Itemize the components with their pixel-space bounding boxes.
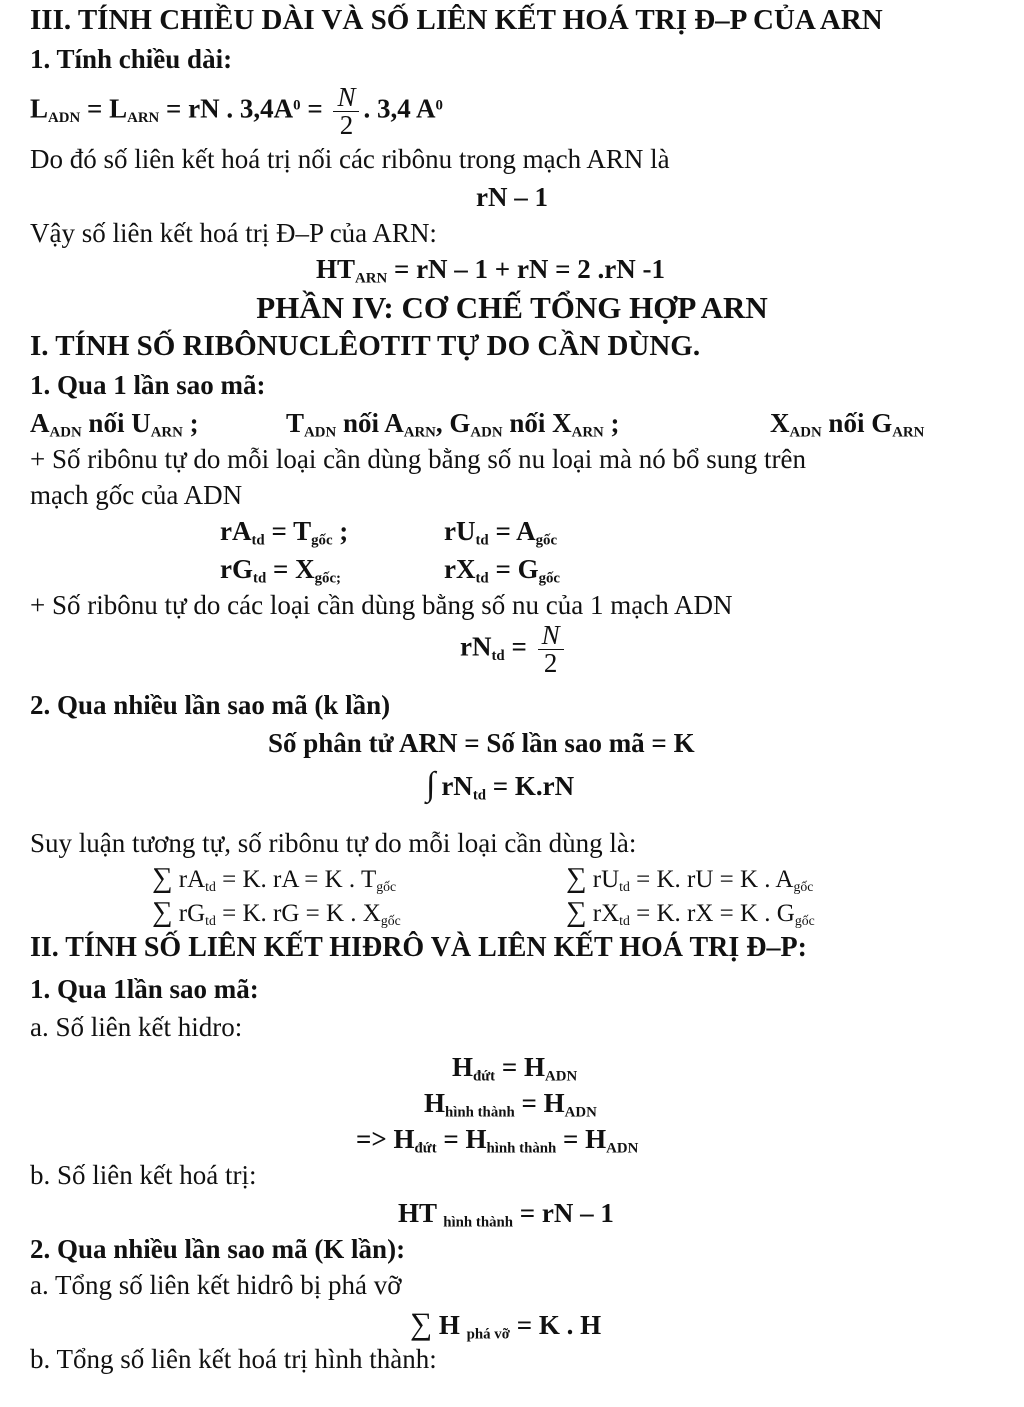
text-line: a. Số liên kết hidro: — [30, 1012, 243, 1042]
part-heading: PHẦN IV: CƠ CHẾ TỔNG HỢP ARN — [256, 290, 768, 325]
formula: $rN_{td}$ = $\frac{N}{2}$ — [460, 622, 568, 677]
section-heading: I. TÍNH SỐ RIBÔNUCLÊOTIT TỰ DO CẦN DÙNG. — [30, 330, 701, 362]
subheading: 2. Qua nhiều lần sao mã (K lần): — [30, 1234, 406, 1264]
pairing-rules: $T_{ADN}$ nối $A_{ARN}$, $G_{ADN}$ nối $X_{ARN}$ ; — [286, 408, 620, 441]
subheading: 1. Tính chiều dài: — [30, 44, 233, 74]
text-line: b. Số liên kết hoá trị: — [30, 1160, 257, 1190]
formula: HT $_{hình thành}$ = rN – 1 — [398, 1198, 614, 1231]
formula: ∑ $rX_{td} = K$. rX = K . $G_{gốc}$ — [566, 896, 815, 929]
text-line: mạch gốc của ADN — [30, 480, 243, 510]
text-line: a. Tổng số liên kết hidrô bị phá vỡ — [30, 1270, 402, 1300]
pairing-rules: $X_{ADN}$ nối $G_{ARN}$ — [770, 408, 925, 441]
formula: $rA_{td} = T_{gốc}$ ; — [220, 516, 349, 549]
section-heading: III. TÍNH CHIỀU DÀI VÀ SỐ LIÊN KẾT HOÁ TRỊ Đ–P CỦA ARN — [30, 4, 883, 36]
formula-ht-arn: $HT_{ARN}$ = rN – 1 + rN = 2 .rN -1 — [316, 254, 666, 287]
formula: => $H_{đứt} = H_{hình thành} = H_{ADN}$ — [356, 1124, 639, 1157]
formula: Số phân tử ARN = Số lần sao mã = K — [268, 728, 695, 758]
text-line: Suy luận tương tự, số ribônu tự do mỗi loại cần dùng là: — [30, 828, 637, 858]
subheading: 1. Qua 1 lần sao mã: — [30, 370, 266, 400]
formula: ∑ $rA_{td} = K$. rA = K . $T_{gốc}$ — [152, 862, 397, 895]
formula: rN – 1 — [476, 182, 548, 212]
formula: $rX_{td} = G_{gốc}$ — [444, 554, 561, 587]
formula: ∑ $rG_{td} = K$. rG = K . $X_{gốc}$ — [152, 896, 401, 929]
text-line: Vậy số liên kết hoá trị Đ–P của ARN: — [30, 218, 437, 248]
text-line: b. Tổng số liên kết hoá trị hình thành: — [30, 1344, 437, 1374]
formula: $rU_{td} = A_{gốc}$ — [444, 516, 558, 549]
formula: $H_{đứt} = H_{ADN}$ — [452, 1052, 578, 1085]
formula: ∑ H $_{phá vỡ}$ = K . H — [410, 1306, 602, 1343]
subheading: 1. Qua 1lần sao mã: — [30, 974, 259, 1004]
formula-sum-rn: ∫ $rN_{td} = K.rN$ — [426, 766, 575, 804]
text-line: + Số ribônu tự do mỗi loại cần dùng bằng số nu loại mà nó bổ sung trên — [30, 444, 807, 474]
formula: $H_{hình thành} = H_{ADN}$ — [424, 1088, 597, 1121]
text-line: Do đó số liên kết hoá trị nối các ribônu trong mạch ARN là — [30, 144, 670, 174]
formula: $rG_{td} = X_{gốc;}$ — [220, 554, 341, 587]
subheading: 2. Qua nhiều lần sao mã (k lần) — [30, 690, 391, 720]
text-line: + Số ribônu tự do các loại cần dùng bằng số nu của 1 mạch ADN — [30, 590, 733, 620]
formula: ∑ $rU_{td} = K$. rU = K . $A_{gốc}$ — [566, 862, 814, 895]
section-heading: II. TÍNH SỐ LIÊN KẾT HIĐRÔ VÀ LIÊN KẾT HOÁ TRỊ Đ–P: — [30, 932, 807, 963]
formula-length: $L_{ADN} = L_{ARN}$ = rN . $3,4A^0$ = $\frac{N}{2}$ . 3,4 $A^0$ — [30, 82, 443, 140]
pairing-rules: $A_{ADN}$ nối $U_{ARN}$ ; — [30, 408, 199, 441]
